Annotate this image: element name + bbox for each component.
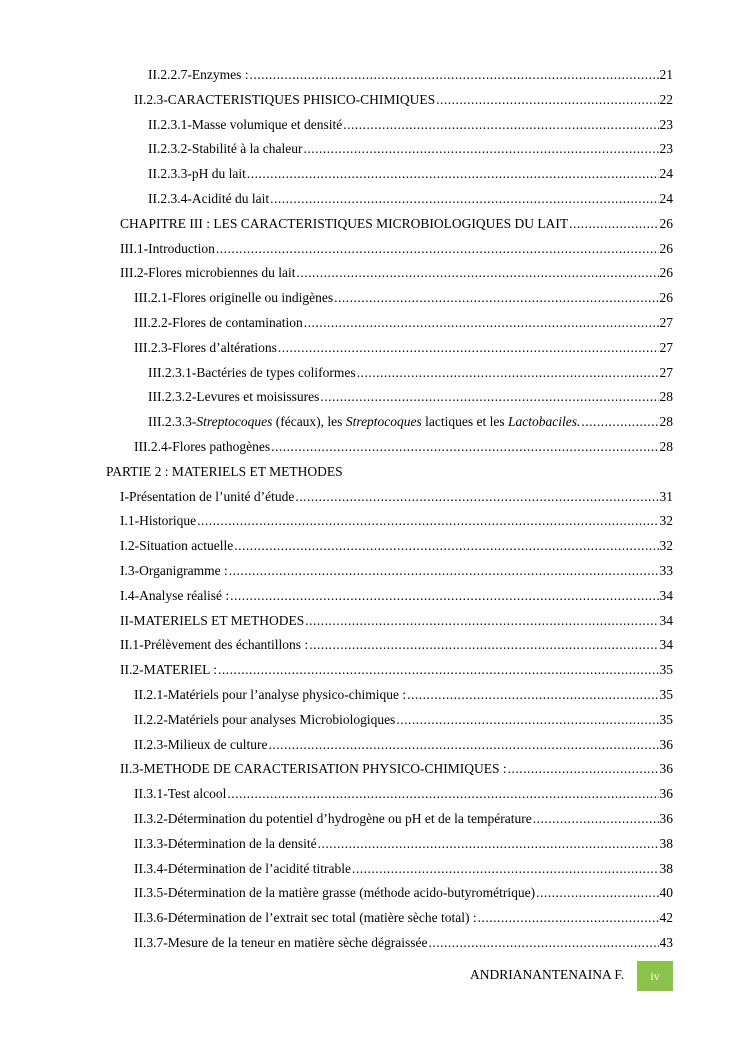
toc-leader-dots xyxy=(305,612,658,630)
toc-leader-dots xyxy=(343,116,658,134)
toc-entry-label xyxy=(120,760,507,778)
toc-page-number: 36 xyxy=(659,786,673,802)
toc-page-number: 35 xyxy=(659,711,673,727)
toc-label-text: II-MATERIELS ET METHODES xyxy=(120,612,305,628)
toc-label-italic: Lactobaciles. xyxy=(508,414,581,430)
toc-page-number: 26 xyxy=(659,215,673,231)
toc-entry-label xyxy=(134,314,303,332)
toc-entry[interactable] xyxy=(134,91,673,109)
toc-leader-dots xyxy=(197,512,658,530)
toc-label-text: I.3-Organigramme : xyxy=(120,563,228,578)
toc-leader-dots xyxy=(303,140,658,158)
toc-label-text: II.3.5-Détermination de la matière grasse (méthode acido-butyrométrique) xyxy=(134,885,536,901)
toc-entry[interactable] xyxy=(120,636,673,654)
toc-entry-label xyxy=(120,240,215,258)
toc-leader-dots xyxy=(318,835,659,853)
toc-label-text: III.2.2-Flores de contamination xyxy=(134,315,303,330)
toc-page-number: 32 xyxy=(659,538,673,554)
toc-page-number: 24 xyxy=(659,166,673,182)
toc-leader-dots xyxy=(320,388,658,406)
toc-entry-label xyxy=(120,488,294,506)
toc-leader-dots xyxy=(270,190,658,208)
toc-label-text: I.1-Historique xyxy=(120,513,197,529)
toc-entry[interactable] xyxy=(134,785,673,803)
toc-entry[interactable] xyxy=(148,413,673,431)
toc-entry-label xyxy=(134,711,395,729)
toc-entry[interactable] xyxy=(148,66,673,84)
toc-entry-label xyxy=(148,116,342,134)
toc-entry[interactable] xyxy=(148,388,673,406)
toc-label-text: CHAPITRE III : LES CARACTERISTIQUES MICROBIOLOGIQUES DU LAIT xyxy=(120,215,569,231)
toc-entry[interactable] xyxy=(134,289,673,307)
toc-entry[interactable] xyxy=(148,190,673,208)
toc-leader-dots xyxy=(230,587,658,605)
toc-leader-dots xyxy=(295,488,658,506)
toc-leader-dots xyxy=(436,91,658,109)
toc-entry[interactable] xyxy=(120,537,673,555)
toc-page-number: 40 xyxy=(659,885,673,901)
toc-entry-label xyxy=(134,289,333,307)
toc-page-number: 33 xyxy=(659,563,673,578)
toc-entry[interactable] xyxy=(120,512,673,530)
toc-page-number: 21 xyxy=(659,67,673,82)
toc-leader-dots xyxy=(569,215,658,233)
toc-page-number: 26 xyxy=(659,265,673,281)
toc-entry[interactable] xyxy=(120,612,673,630)
toc-leader-dots xyxy=(227,785,658,803)
toc-entry[interactable] xyxy=(120,562,673,580)
toc-leader-dots xyxy=(581,413,658,431)
toc-entry[interactable] xyxy=(134,810,673,828)
toc-page-number: 27 xyxy=(659,339,673,355)
toc-leader-dots xyxy=(247,165,659,183)
toc-label-text: II.2.2.7-Enzymes : xyxy=(148,67,249,82)
toc-entry[interactable] xyxy=(120,240,673,258)
toc-leader-dots xyxy=(407,686,658,704)
toc-label-text: III.1-Introduction xyxy=(120,240,215,256)
toc-page-number: 26 xyxy=(659,240,673,256)
toc-label-text: II.3-METHODE DE CARACTERISATION PHYSICO-CHIMIQUES : xyxy=(120,761,507,777)
toc-leader-dots xyxy=(278,339,659,357)
toc-label-text: III.2.4-Flores pathogènes xyxy=(134,439,271,454)
toc-entry[interactable] xyxy=(134,860,673,878)
toc-entry-label xyxy=(134,339,277,357)
toc-entry-label xyxy=(120,537,233,555)
toc-page-number: 34 xyxy=(659,587,673,603)
footer-author: ANDRIANANTENAINA F. xyxy=(470,967,625,982)
toc-entry-label xyxy=(120,612,304,630)
toc-entry[interactable] xyxy=(134,884,673,902)
toc-entry-label xyxy=(134,91,435,109)
toc-label-text: II.2.3-Milieux de culture xyxy=(134,736,268,752)
toc-leader-dots xyxy=(533,810,659,828)
toc-leader-dots xyxy=(428,934,658,952)
toc-entry-label xyxy=(120,562,228,580)
toc-entry[interactable] xyxy=(134,438,673,456)
toc-label-text: II.2.3.3-pH du lait xyxy=(148,166,246,182)
toc-entry[interactable] xyxy=(148,140,673,158)
toc-leader-dots xyxy=(296,264,658,282)
toc-label-text: II.1-Prélèvement des échantillons : xyxy=(120,637,309,653)
toc-entry[interactable] xyxy=(120,264,673,282)
toc-label-text: II.2.3.1-Masse volumique et densité xyxy=(148,116,343,132)
toc-entry-label xyxy=(120,587,229,605)
toc-leader-dots xyxy=(216,240,659,258)
toc-entry[interactable] xyxy=(148,116,673,134)
toc-leader-dots xyxy=(249,66,658,84)
toc-entry[interactable] xyxy=(148,165,673,183)
toc-label-text: (fécaux), les xyxy=(272,414,346,430)
toc-entry-label xyxy=(148,364,356,382)
toc-page-number: 28 xyxy=(659,389,673,405)
toc-label-text: III.2.3.3- xyxy=(148,414,197,430)
toc-entry-label xyxy=(106,463,343,481)
toc-entry[interactable] xyxy=(134,339,673,357)
toc-leader-dots xyxy=(309,636,658,654)
toc-page-number: 34 xyxy=(659,637,673,653)
toc-entry[interactable] xyxy=(134,711,673,729)
toc-page-number: 23 xyxy=(659,116,673,132)
toc-entry[interactable] xyxy=(148,364,673,382)
toc-entry-label xyxy=(134,934,427,952)
toc-label-text: II.2.2-Matériels pour analyses Microbiologiques xyxy=(134,711,396,727)
toc-entry-label xyxy=(120,636,308,654)
toc-entry[interactable] xyxy=(134,686,673,704)
toc-leader-dots xyxy=(234,537,658,555)
toc-page-number: 35 xyxy=(659,662,673,678)
toc-leader-dots xyxy=(508,760,659,778)
toc-label-text: PARTIE 2 : MATERIELS ET METHODES xyxy=(106,463,343,479)
toc-label-text: III.2.3.2-Levures et moisissures xyxy=(148,389,320,405)
toc-label-text: I-Présentation de l’unité d’étude xyxy=(120,488,295,504)
toc-leader-dots xyxy=(334,289,658,307)
toc-page-number: 43 xyxy=(659,935,673,950)
toc-label-text: lactiques et les xyxy=(421,414,509,430)
toc-label-text: II.3.7-Mesure de la teneur en matière sèche dégraissée xyxy=(134,935,428,950)
toc-leader-dots xyxy=(352,860,658,878)
toc-entry-label xyxy=(120,512,196,530)
toc-label-italic: Streptocoques xyxy=(345,414,422,430)
toc-page-number: 28 xyxy=(659,414,673,430)
toc-leader-dots xyxy=(396,711,658,729)
toc-page-number: 27 xyxy=(659,364,673,380)
toc-entry-label xyxy=(134,810,532,828)
toc-entry[interactable] xyxy=(134,835,673,853)
toc-page-number: 27 xyxy=(659,315,673,330)
toc-entry-label xyxy=(134,686,406,704)
toc-label-text: I.4-Analyse réalisé : xyxy=(120,587,230,603)
toc-page-number: 42 xyxy=(659,910,673,926)
toc-entry-label xyxy=(148,388,319,406)
toc-entry[interactable] xyxy=(120,587,673,605)
toc-entry[interactable] xyxy=(134,314,673,332)
toc-label-text: III.2.3-Flores d’altérations xyxy=(134,339,277,355)
toc-leader-dots xyxy=(304,314,659,332)
toc-entry[interactable] xyxy=(106,463,343,481)
toc-leader-dots xyxy=(536,884,658,902)
toc-label-text: III.2-Flores microbiennes du lait xyxy=(120,265,296,281)
toc-page-number: 35 xyxy=(659,687,673,702)
toc-page-number: 38 xyxy=(659,835,673,851)
toc-entry-label xyxy=(134,835,317,853)
toc-label-text: III.2.1-Flores originelle ou indigènes xyxy=(134,290,334,306)
toc-entry-label xyxy=(134,438,270,456)
toc-label-text: II.2-MATERIEL : xyxy=(120,662,217,678)
toc-label-text: II.3.6-Détermination de l’extrait sec total (matière sèche total) : xyxy=(134,910,477,926)
toc-entry[interactable] xyxy=(134,934,673,952)
toc-page-number: 22 xyxy=(659,91,673,107)
toc-label-text: II.3.2-Détermination du potentiel d’hydrogène ou pH et de la température xyxy=(134,811,532,826)
toc-leader-dots xyxy=(478,909,659,927)
toc-entry[interactable] xyxy=(120,488,673,506)
toc-entry-label xyxy=(148,413,580,431)
toc-entry-label xyxy=(148,190,269,208)
toc-entry-label xyxy=(148,66,248,84)
toc-leader-dots xyxy=(229,562,659,580)
toc-entry-label xyxy=(148,165,246,183)
toc-entry-label xyxy=(134,860,351,878)
toc-label-italic: Streptocoques xyxy=(196,414,273,430)
toc-page-number: 23 xyxy=(659,141,673,157)
toc-label-text: II.3.4-Détermination de l’acidité titrable xyxy=(134,860,352,876)
toc-leader-dots xyxy=(357,364,659,382)
toc-entry-label xyxy=(148,140,302,158)
toc-label-text: II.2.3.2-Stabilité à la chaleur xyxy=(148,141,303,157)
toc-label-text: II.2.3.4-Acidité du lait xyxy=(148,191,270,206)
toc-entry[interactable] xyxy=(120,760,673,778)
toc-page-number: 38 xyxy=(659,860,673,876)
toc-page-number: 34 xyxy=(659,612,673,628)
toc-page-number: 36 xyxy=(659,761,673,777)
toc-label-text: II.2.1-Matériels pour l’analyse physico-chimique : xyxy=(134,687,407,702)
toc-leader-dots xyxy=(268,736,658,754)
toc-leader-dots xyxy=(271,438,658,456)
toc-page-number: 36 xyxy=(659,736,673,752)
toc-label-text: I.2-Situation actuelle xyxy=(120,538,234,554)
toc-label-text: II.2.3-CARACTERISTIQUES PHISICO-CHIMIQUES xyxy=(134,91,436,107)
toc-page-number: 24 xyxy=(659,191,673,206)
toc-page-number: 36 xyxy=(659,811,673,826)
toc-page-number: 32 xyxy=(659,513,673,529)
toc-entry[interactable] xyxy=(134,736,673,754)
toc-entry[interactable] xyxy=(134,909,673,927)
toc-page-number: 31 xyxy=(659,488,673,504)
toc-entry-label xyxy=(134,785,226,803)
toc-page-number: 26 xyxy=(659,290,673,306)
toc-label-text: II.3.3-Détermination de la densité xyxy=(134,835,317,851)
toc-entry[interactable] xyxy=(120,215,673,233)
toc-leader-dots xyxy=(218,661,659,679)
toc-entry-label xyxy=(134,884,535,902)
toc-entry-label xyxy=(120,215,568,233)
toc-entry-label xyxy=(120,264,295,282)
page-number-badge: iv xyxy=(637,961,673,991)
toc-label-text: II.3.1-Test alcool xyxy=(134,786,227,802)
toc-entry-label xyxy=(134,736,267,754)
toc-entry[interactable] xyxy=(120,661,673,679)
toc-label-text: III.2.3.1-Bactéries de types coliformes xyxy=(148,364,356,380)
toc-entry-label xyxy=(134,909,477,927)
toc-entry-label xyxy=(120,661,217,679)
toc-page-number: 28 xyxy=(659,439,673,454)
